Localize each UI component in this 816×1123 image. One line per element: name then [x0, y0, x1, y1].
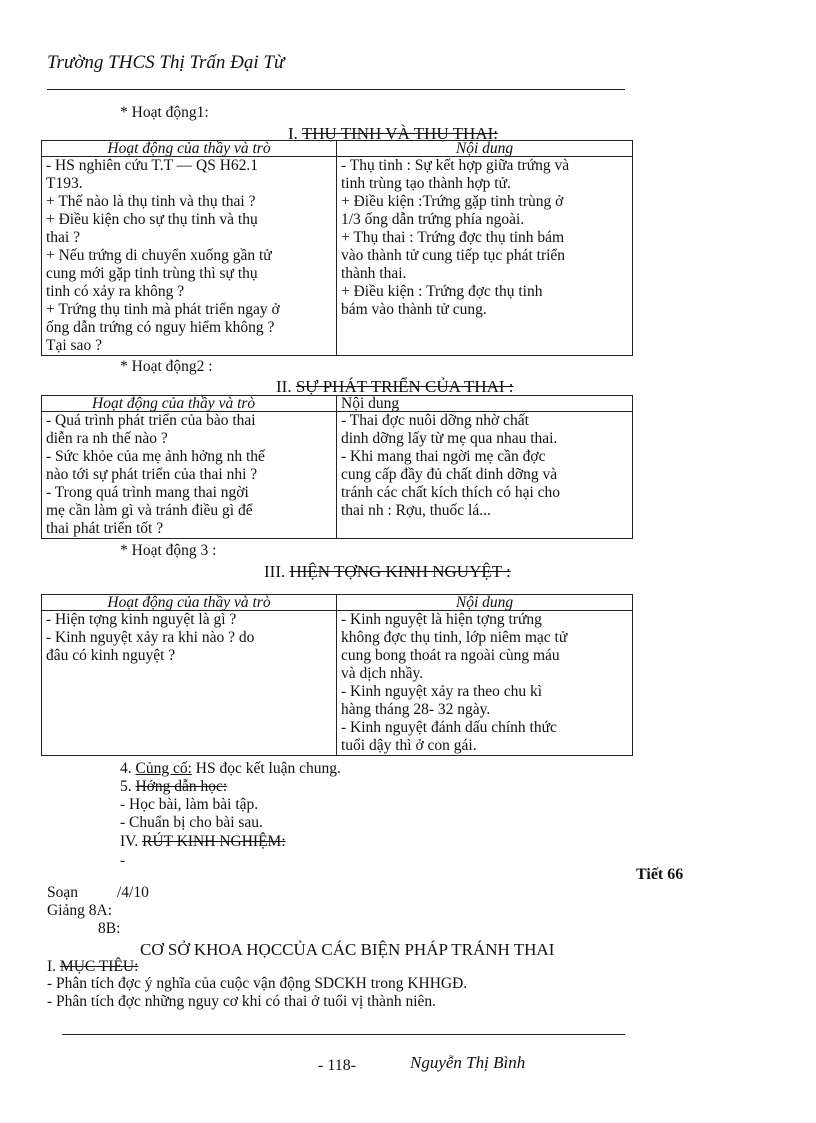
teacher-activity-line: thai ?	[46, 229, 80, 246]
section-1-heading: I. THỤ TINH VÀ THỤ THAI:	[288, 124, 498, 143]
content-column-header: Nội dung	[337, 595, 633, 611]
teacher-column-header: Hoạt động của thầy và trò	[42, 141, 337, 157]
content-line: bám vào thành tử cung.	[341, 301, 487, 318]
content-line: thai nh : Rợu, thuốc lá...	[341, 502, 491, 519]
teacher-activity-line: mẹ cần làm gì và tránh điều gì để	[46, 502, 253, 519]
content-line: - Thai đợc nuôi dỡng nhờ chất	[341, 412, 529, 429]
teacher-activity-line: + Trứng thụ tinh mà phát triển ngay ở	[46, 301, 280, 318]
teacher-activity-line: diễn ra nh thế nào ?	[46, 430, 168, 447]
activity-2-label: * Hoạt động2 :	[120, 358, 213, 375]
consolidation-line: 4. Củng cố: HS đọc kết luận chung.	[120, 760, 341, 777]
teacher-column-header: Hoạt động của thầy và trò	[42, 396, 337, 412]
objective-heading: I. MỤC TIÊU:	[47, 958, 139, 975]
content-cell	[337, 157, 633, 356]
teacher-activity-line: T193.	[46, 175, 83, 192]
content-line: + Thụ thai : Trứng đợc thụ tinh bám	[341, 229, 565, 246]
teacher-activity-line: - HS nghiên cứu T.T — QS H62.1	[46, 157, 259, 174]
objective-item: - Phân tích đợc ý nghĩa của cuộc vận động SDCKH trong KHHGĐ.	[47, 975, 468, 992]
content-line: - Thụ tinh : Sự kết hợp giữa trứng và	[341, 157, 570, 174]
teacher-activity-line: + Nếu trứng di chuyển xuống gần tử	[46, 247, 272, 264]
activity-1-label: * Hoạt động1:	[120, 104, 209, 121]
content-cell	[337, 412, 633, 539]
period-label: Tiết 66	[636, 866, 684, 883]
section-1-table	[41, 140, 633, 356]
objective-item: - Phân tích đợc những nguy cơ khi có thai ở tuổi vị thành niên.	[47, 993, 436, 1010]
footer-rule	[62, 1034, 625, 1035]
guide-item: - Học bài, làm bài tập.	[120, 796, 259, 813]
teacher-activity-line: - Trong quá trình mang thai ngời	[46, 484, 249, 501]
guide-line: 5. Hớng dẫn học:	[120, 778, 228, 795]
teacher-activity-line: - Quá trình phát triển của bào thai	[46, 412, 256, 429]
content-line: tuổi dậy thì ở con gái.	[341, 737, 477, 754]
teacher-activity-line: - Kinh nguyệt xảy ra khi nào ? do	[46, 629, 255, 646]
teacher-activity-line: tinh có xảy ra không ?	[46, 283, 185, 300]
content-line: hàng tháng 28- 32 ngày.	[341, 701, 491, 718]
content-line: + Điều kiện : Trứng đợc thụ tinh	[341, 283, 543, 300]
content-line: cung cấp đầy đủ chất dinh dỡng và	[341, 466, 558, 483]
content-line: - Kinh nguyệt đánh dấu chính thức	[341, 719, 557, 736]
section-3-heading: III. HIỆN TỢNG KINH NGUYỆT :	[264, 562, 511, 581]
teacher-activity-line: thai phát triển tốt ?	[46, 520, 164, 537]
content-column-header: Nội dung	[337, 396, 633, 412]
content-line: cung bong thoát ra ngoài cùng máu	[341, 647, 560, 664]
section-3-table	[41, 594, 633, 756]
content-line: - Kinh nguyệt xảy ra theo chu kì	[341, 683, 543, 700]
teach-class-b: 8B:	[98, 920, 121, 937]
teacher-activity-line: + Thế nào là thụ tinh và thụ thai ?	[46, 193, 256, 210]
content-column-header: Nội dung	[337, 141, 633, 157]
teacher-activity-line: Tại sao ?	[46, 337, 102, 354]
teacher-activity-line: cung mới gặp tinh trùng thì sự thụ	[46, 265, 258, 282]
header-rule	[47, 89, 625, 90]
prep-label: Soạn	[47, 884, 78, 901]
teacher-activity-line: + Điều kiện cho sự thụ tinh và thụ	[46, 211, 258, 228]
activity-3-label: * Hoạt động 3 :	[120, 542, 217, 559]
teacher-activity-line: ống dẫn trứng có nguy hiểm không ?	[46, 319, 275, 336]
section-2-heading: II. SỰ PHÁT TRIỂN CỦA THAI :	[276, 377, 514, 396]
section-2-table	[41, 395, 633, 539]
content-line: vào thành tử cung tiếp tục phát triển	[341, 247, 566, 264]
lesson-title: CƠ SỞ KHOA HỌCCỦA CÁC BIỆN PHÁP TRÁNH THAI	[140, 940, 555, 959]
experience-dash: -	[120, 852, 126, 869]
page-number: - 118-	[318, 1057, 357, 1074]
teacher-activity-line: - Sức khỏe của mẹ ảnh hởng nh thế	[46, 448, 265, 465]
teacher-activity-line: nào tới sự phát triển của thai nhi ?	[46, 466, 258, 483]
teacher-activity-line: - Hiện tợng kinh nguyệt là gì ?	[46, 611, 237, 628]
content-line: - Khi mang thai ngời mẹ cần đợc	[341, 448, 546, 465]
content-line: tinh trùng tạo thành hợp tử.	[341, 175, 511, 192]
teacher-activity-cell	[42, 412, 337, 539]
content-cell	[337, 611, 633, 756]
content-line: không đợc thụ tinh, lớp niêm mạc tử	[341, 629, 568, 646]
content-line: 1/3 ống dẫn trứng phía ngoài.	[341, 211, 525, 228]
school-header: Trường THCS Thị Trấn Đại Từ	[47, 52, 285, 73]
content-line: dinh dỡng lấy từ mẹ qua nhau thai.	[341, 430, 558, 447]
guide-item: - Chuẩn bị cho bài sau.	[120, 814, 263, 831]
content-line: - Kinh nguyệt là hiện tợng trứng	[341, 611, 542, 628]
teacher-activity-cell	[42, 157, 337, 356]
prep-date: /4/10	[117, 884, 149, 901]
teacher-activity-line: đâu có kinh nguyệt ?	[46, 647, 176, 664]
content-line: và dịch nhầy.	[341, 665, 424, 682]
content-line: thành thai.	[341, 265, 407, 282]
teacher-column-header: Hoạt động của thầy và trò	[42, 595, 337, 611]
author-name: Nguyễn Thị Bình	[410, 1053, 526, 1072]
experience-heading: IV. RÚT KINH NGHIỆM:	[120, 833, 286, 850]
content-line: tránh các chất kích thích có hại cho	[341, 484, 561, 501]
content-line: + Điều kiện :Trứng gặp tinh trùng ở	[341, 193, 564, 210]
teach-class-a: Giảng 8A:	[47, 902, 113, 919]
teacher-activity-cell	[42, 611, 337, 756]
